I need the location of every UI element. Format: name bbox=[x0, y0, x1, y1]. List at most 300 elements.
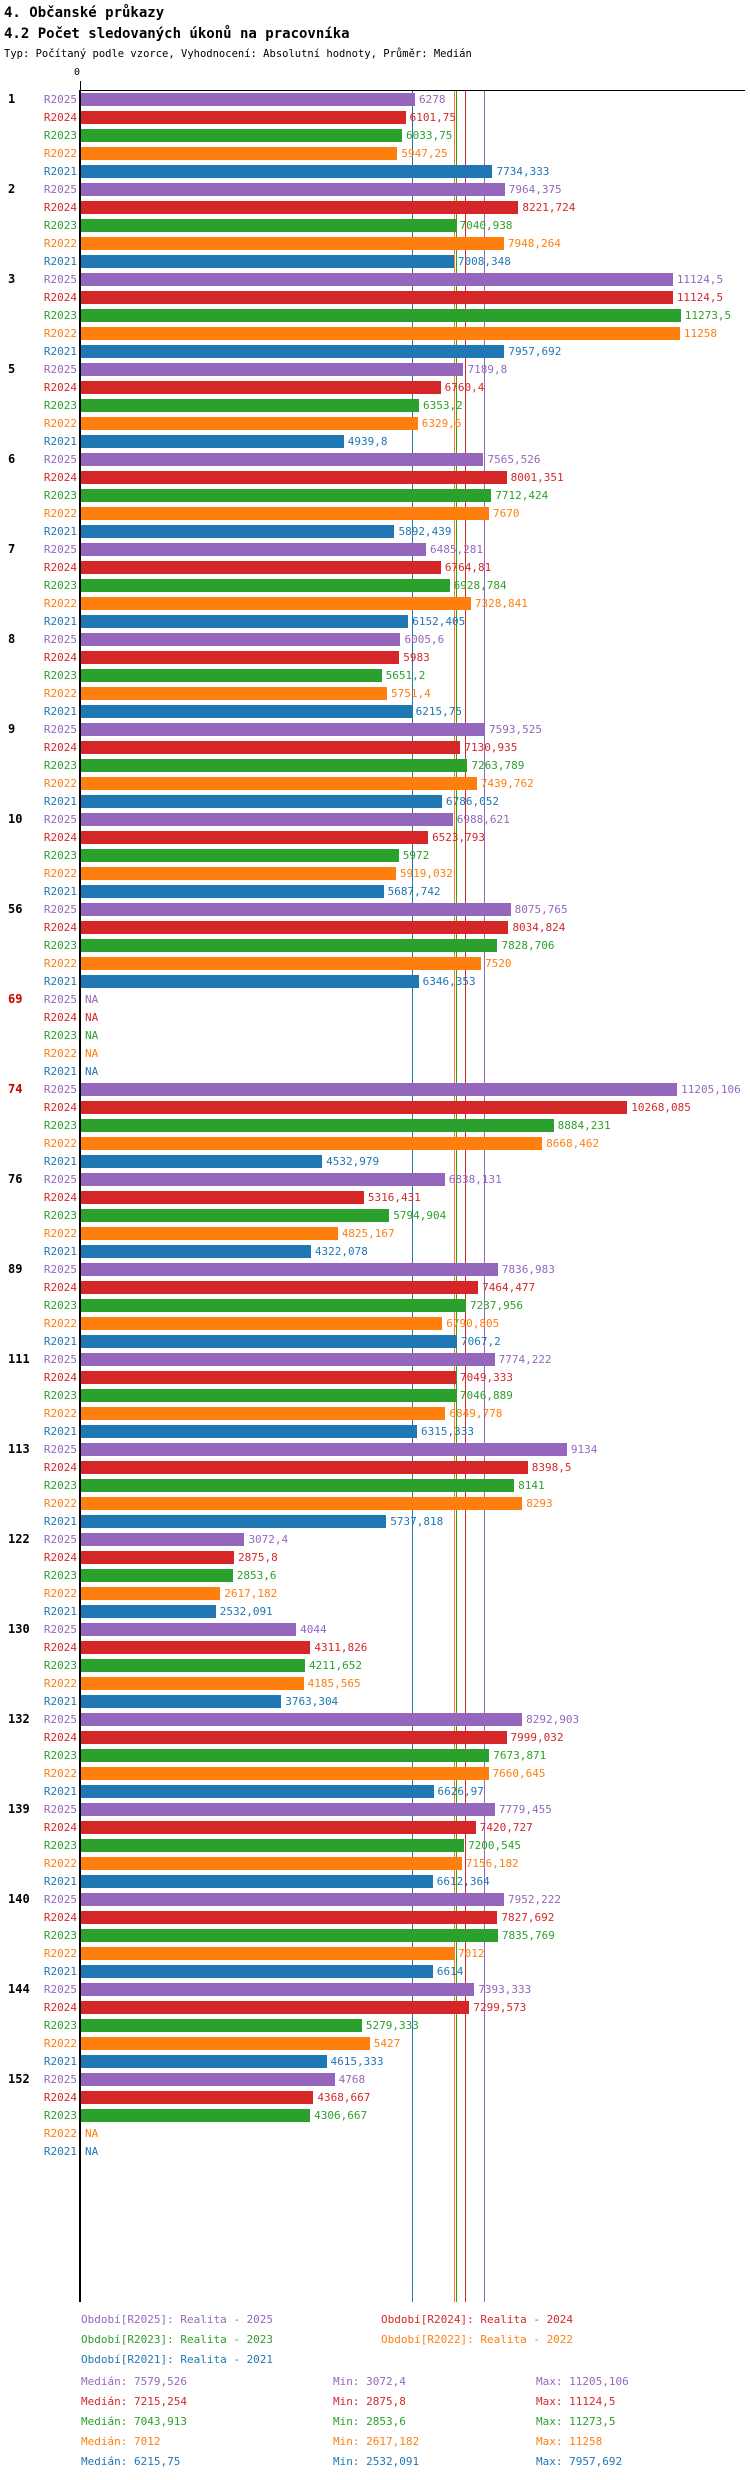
bar-value-label: 6614 bbox=[436, 1965, 464, 1978]
series-label-R2021: R2021 bbox=[43, 2145, 77, 2158]
bar-row bbox=[0, 1731, 750, 1744]
bar-row bbox=[0, 1803, 750, 1816]
series-label-R2022: R2022 bbox=[43, 2127, 77, 2140]
series-label-R2021: R2021 bbox=[43, 435, 77, 448]
bar-value-label: 11273,5 bbox=[684, 309, 732, 322]
bar-row bbox=[0, 1209, 750, 1222]
series-label-R2022: R2022 bbox=[43, 1857, 77, 1870]
bar-value-label: 5947,25 bbox=[401, 147, 448, 160]
bar-row bbox=[0, 1911, 750, 1924]
bar-R2024 bbox=[81, 741, 460, 754]
bar-chart bbox=[0, 67, 750, 2310]
bar-R2025 bbox=[81, 1623, 296, 1636]
bar-value-label: NA bbox=[85, 1011, 99, 1024]
bar-value-label: 4311,826 bbox=[314, 1641, 368, 1654]
bar-R2023 bbox=[81, 669, 382, 682]
group-label: 152 bbox=[8, 2072, 30, 2086]
bar-value-label: 4939,8 bbox=[347, 435, 388, 448]
series-label-R2021: R2021 bbox=[43, 1965, 77, 1978]
bar-row bbox=[0, 1371, 750, 1384]
series-label-R2025: R2025 bbox=[43, 273, 77, 286]
bar-value-label: 7008,348 bbox=[457, 255, 511, 268]
bar-value-label: 6760,4 bbox=[444, 381, 485, 394]
bar-R2025 bbox=[81, 453, 483, 466]
bar-R2022 bbox=[81, 777, 477, 790]
bar-R2023 bbox=[81, 399, 419, 412]
bar-row bbox=[0, 219, 750, 232]
group-label: 10 bbox=[8, 812, 23, 826]
bar-row bbox=[0, 1713, 750, 1726]
bar-R2025 bbox=[81, 1353, 495, 1366]
bar-row bbox=[0, 1605, 750, 1618]
bar-row bbox=[0, 291, 750, 304]
series-label-R2024: R2024 bbox=[43, 921, 77, 934]
bar-R2023 bbox=[81, 309, 681, 322]
bar-row bbox=[0, 2055, 750, 2068]
axis-zero-tick bbox=[80, 81, 81, 90]
bar-R2023 bbox=[81, 1389, 456, 1402]
bar-R2023 bbox=[81, 849, 399, 862]
bar-value-label: 6928,784 bbox=[453, 579, 507, 592]
bar-value-label: 7948,264 bbox=[507, 237, 561, 250]
bar-value-label: 7827,692 bbox=[501, 1911, 555, 1924]
series-label-R2023: R2023 bbox=[43, 1929, 77, 1942]
bar-group-111 bbox=[0, 1353, 750, 1438]
bar-row bbox=[0, 363, 750, 376]
bar-value-label: 5983 bbox=[403, 651, 430, 664]
bar-value-label: 2617,182 bbox=[224, 1587, 278, 1600]
bar-row bbox=[0, 921, 750, 934]
bar-row bbox=[0, 1299, 750, 1312]
series-label-R2025: R2025 bbox=[43, 93, 77, 106]
bar-value-label: 5737,818 bbox=[390, 1515, 444, 1528]
bar-R2023 bbox=[81, 1659, 305, 1672]
bar-R2022 bbox=[81, 867, 396, 880]
bar-R2022 bbox=[81, 507, 489, 520]
bar-R2024 bbox=[81, 1101, 627, 1114]
bar-row bbox=[0, 759, 750, 772]
bar-value-label: NA bbox=[85, 2127, 99, 2140]
series-label-R2024: R2024 bbox=[43, 1641, 77, 1654]
bar-value-label: 4532,979 bbox=[326, 1155, 380, 1168]
stat-row-R2021 bbox=[0, 2452, 750, 2472]
bar-R2021 bbox=[81, 1785, 434, 1798]
bar-row bbox=[0, 975, 750, 988]
series-label-R2024: R2024 bbox=[43, 1191, 77, 1204]
bar-value-label: 2875,8 bbox=[237, 1551, 278, 1564]
bar-value-label: 4306,667 bbox=[314, 2109, 368, 2122]
bar-value-label: 7393,333 bbox=[478, 1983, 532, 1996]
bar-row bbox=[0, 201, 750, 214]
bar-value-label: 7660,645 bbox=[492, 1767, 546, 1780]
bar-value-label: 8398,5 bbox=[531, 1461, 572, 1474]
bar-row bbox=[0, 1137, 750, 1150]
series-label-R2025: R2025 bbox=[43, 1893, 77, 1906]
series-label-R2021: R2021 bbox=[43, 975, 77, 988]
bar-R2024 bbox=[81, 1641, 310, 1654]
bar-row bbox=[0, 1425, 750, 1438]
bar-value-label: 6152,405 bbox=[412, 615, 466, 628]
bar-row bbox=[0, 633, 750, 646]
series-label-R2024: R2024 bbox=[43, 381, 77, 394]
bar-R2025 bbox=[81, 273, 673, 286]
bar-value-label: NA bbox=[85, 993, 99, 1006]
bar-R2025 bbox=[81, 93, 415, 106]
bar-row bbox=[0, 903, 750, 916]
chart-title: 4.2 Počet sledovaných úkonů na pracovníka bbox=[4, 26, 350, 42]
bar-R2022 bbox=[81, 1227, 338, 1240]
bar-row bbox=[0, 1623, 750, 1636]
stat-median: Medián: 7043,913 bbox=[81, 2415, 187, 2428]
series-label-R2024: R2024 bbox=[43, 1371, 77, 1384]
series-label-R2025: R2025 bbox=[43, 2073, 77, 2086]
group-label: 89 bbox=[8, 1262, 23, 1276]
bar-value-label: 4185,565 bbox=[307, 1677, 361, 1690]
bar-group-130 bbox=[0, 1623, 750, 1708]
bar-value-label: 7779,455 bbox=[498, 1803, 552, 1816]
group-label: 76 bbox=[8, 1172, 23, 1186]
bar-row bbox=[0, 489, 750, 502]
series-label-R2024: R2024 bbox=[43, 471, 77, 484]
bar-R2024 bbox=[81, 1281, 478, 1294]
bar-group-69 bbox=[0, 993, 750, 1078]
bar-value-label: 7734,333 bbox=[496, 165, 550, 178]
bar-row bbox=[0, 255, 750, 268]
bar-row bbox=[0, 1857, 750, 1870]
bar-R2023 bbox=[81, 579, 450, 592]
stat-max: Max: 11205,106 bbox=[536, 2375, 629, 2388]
legend-item-R2024: Období[R2024]: Realita - 2024 bbox=[381, 2313, 574, 2326]
series-label-R2022: R2022 bbox=[43, 507, 77, 520]
bar-value-label: 6626,97 bbox=[437, 1785, 484, 1798]
bar-row bbox=[0, 399, 750, 412]
chart-meta: Typ: Počítaný podle vzorce, Vyhodnocení: Absolutní hodnoty, Průměr: Medián bbox=[4, 48, 472, 60]
group-label: 74 bbox=[8, 1082, 23, 1096]
series-label-R2023: R2023 bbox=[43, 1299, 77, 1312]
bar-R2022 bbox=[81, 417, 418, 430]
series-label-R2022: R2022 bbox=[43, 1677, 77, 1690]
bar-value-label: 7237,956 bbox=[470, 1299, 524, 1312]
bar-R2024 bbox=[81, 921, 508, 934]
bar-row bbox=[0, 129, 750, 142]
group-label: 144 bbox=[8, 1982, 30, 1996]
bar-R2024 bbox=[81, 1371, 456, 1384]
bar-value-label: NA bbox=[85, 1029, 99, 1042]
bar-R2022 bbox=[81, 1767, 489, 1780]
bar-row bbox=[0, 2073, 750, 2086]
bar-value-label: 7067,2 bbox=[460, 1335, 501, 1348]
bar-group-1 bbox=[0, 93, 750, 178]
series-label-R2023: R2023 bbox=[43, 1209, 77, 1222]
bar-value-label: 11258 bbox=[683, 327, 718, 340]
bar-row bbox=[0, 543, 750, 556]
bar-value-label: 2853,6 bbox=[236, 1569, 277, 1582]
bar-value-label: 10268,085 bbox=[631, 1101, 691, 1114]
bar-R2024 bbox=[81, 1551, 234, 1564]
bar-value-label: 7828,706 bbox=[501, 939, 555, 952]
bar-R2021 bbox=[81, 435, 344, 448]
bar-row bbox=[0, 1191, 750, 1204]
bar-R2022 bbox=[81, 327, 680, 340]
bar-value-label: 7189,8 bbox=[467, 363, 508, 376]
bar-value-label: 7964,375 bbox=[508, 183, 562, 196]
bar-group-74 bbox=[0, 1083, 750, 1168]
bar-value-label: 7835,769 bbox=[501, 1929, 555, 1942]
group-label: 5 bbox=[8, 362, 16, 376]
bar-group-139 bbox=[0, 1803, 750, 1888]
group-label: 113 bbox=[8, 1442, 30, 1456]
series-label-R2023: R2023 bbox=[43, 939, 77, 952]
series-label-R2025: R2025 bbox=[43, 1533, 77, 1546]
series-label-R2021: R2021 bbox=[43, 795, 77, 808]
bar-value-label: 5919,032 bbox=[399, 867, 453, 880]
bar-row bbox=[0, 1551, 750, 1564]
bar-value-label: 9134 bbox=[570, 1443, 598, 1456]
series-label-R2022: R2022 bbox=[43, 2037, 77, 2050]
series-label-R2023: R2023 bbox=[43, 1479, 77, 1492]
stat-min: Min: 2532,091 bbox=[333, 2455, 420, 2468]
bar-row bbox=[0, 1245, 750, 1258]
bar-row bbox=[0, 1173, 750, 1186]
series-label-R2023: R2023 bbox=[43, 1119, 77, 1132]
bar-R2021 bbox=[81, 525, 394, 538]
bar-R2021 bbox=[81, 1335, 457, 1348]
bar-row bbox=[0, 885, 750, 898]
bar-R2023 bbox=[81, 129, 402, 142]
bar-row bbox=[0, 1317, 750, 1330]
bar-R2025 bbox=[81, 1173, 445, 1186]
bar-value-label: 7670 bbox=[493, 507, 520, 520]
bar-value-label: NA bbox=[85, 1065, 99, 1078]
bar-R2023 bbox=[81, 1839, 464, 1852]
bar-group-2 bbox=[0, 183, 750, 268]
stat-row-R2024 bbox=[0, 2392, 750, 2412]
bar-R2023 bbox=[81, 1299, 466, 1312]
bar-row bbox=[0, 1083, 750, 1096]
bar-row bbox=[0, 309, 750, 322]
bar-value-label: 6790,805 bbox=[446, 1317, 500, 1330]
bar-R2023 bbox=[81, 1209, 389, 1222]
bar-R2023 bbox=[81, 759, 467, 772]
series-label-R2022: R2022 bbox=[43, 417, 77, 430]
bar-row bbox=[0, 561, 750, 574]
series-label-R2024: R2024 bbox=[43, 2001, 77, 2014]
bar-R2022 bbox=[81, 1407, 445, 1420]
bar-R2025 bbox=[81, 1533, 244, 1546]
axis-zero-label: 0 bbox=[74, 67, 81, 78]
bar-R2022 bbox=[81, 237, 504, 250]
bar-R2024 bbox=[81, 1911, 497, 1924]
bar-row bbox=[0, 453, 750, 466]
bar-row bbox=[0, 777, 750, 790]
bar-row bbox=[0, 1335, 750, 1348]
bar-value-label: 8292,903 bbox=[526, 1713, 580, 1726]
bar-row bbox=[0, 2145, 750, 2158]
bar-value-label: 7130,935 bbox=[464, 741, 518, 754]
stat-max: Max: 7957,692 bbox=[536, 2455, 623, 2468]
bar-row bbox=[0, 579, 750, 592]
bar-row bbox=[0, 1893, 750, 1906]
group-label: 2 bbox=[8, 182, 16, 196]
series-label-R2022: R2022 bbox=[43, 777, 77, 790]
series-label-R2025: R2025 bbox=[43, 1353, 77, 1366]
bar-value-label: 4211,652 bbox=[309, 1659, 363, 1672]
bar-R2021 bbox=[81, 615, 408, 628]
legend-item-R2022: Období[R2022]: Realita - 2022 bbox=[381, 2333, 574, 2346]
series-label-R2023: R2023 bbox=[43, 489, 77, 502]
bar-group-76 bbox=[0, 1173, 750, 1258]
bar-R2021 bbox=[81, 1425, 417, 1438]
bar-group-152 bbox=[0, 2073, 750, 2158]
group-label: 111 bbox=[8, 1352, 30, 1366]
bar-group-89 bbox=[0, 1263, 750, 1348]
bar-value-label: 6612,364 bbox=[436, 1875, 490, 1888]
bar-row bbox=[0, 669, 750, 682]
bar-group-122 bbox=[0, 1533, 750, 1618]
bar-row bbox=[0, 1407, 750, 1420]
bar-value-label: 7593,525 bbox=[488, 723, 542, 736]
bar-R2021 bbox=[81, 1605, 216, 1618]
series-label-R2024: R2024 bbox=[43, 1461, 77, 1474]
bar-value-label: 3763,304 bbox=[285, 1695, 339, 1708]
group-label: 7 bbox=[8, 542, 16, 556]
series-label-R2021: R2021 bbox=[43, 1065, 77, 1078]
bar-value-label: 7836,983 bbox=[501, 1263, 555, 1276]
series-label-R2021: R2021 bbox=[43, 615, 77, 628]
bar-R2022 bbox=[81, 1587, 220, 1600]
bar-R2025 bbox=[81, 903, 511, 916]
bar-R2023 bbox=[81, 1749, 489, 1762]
bar-value-label: 6988,621 bbox=[456, 813, 510, 826]
legend-item-R2025: Období[R2025]: Realita - 2025 bbox=[81, 2313, 274, 2326]
bar-value-label: 11205,106 bbox=[681, 1083, 741, 1096]
bar-R2022 bbox=[81, 147, 397, 160]
bar-value-label: 7046,889 bbox=[459, 1389, 513, 1402]
series-label-R2023: R2023 bbox=[43, 579, 77, 592]
bar-row bbox=[0, 2109, 750, 2122]
bar-value-label: 7263,789 bbox=[471, 759, 525, 772]
bar-R2021 bbox=[81, 1965, 433, 1978]
legend-column-1 bbox=[81, 2310, 273, 2370]
series-label-R2023: R2023 bbox=[43, 399, 77, 412]
bar-row bbox=[0, 1353, 750, 1366]
group-label: 132 bbox=[8, 1712, 30, 1726]
group-label: 8 bbox=[8, 632, 16, 646]
group-label: 139 bbox=[8, 1802, 30, 1816]
series-label-R2023: R2023 bbox=[43, 2109, 77, 2122]
bar-R2023 bbox=[81, 489, 491, 502]
bar-row bbox=[0, 1929, 750, 1942]
bar-value-label: 5651,2 bbox=[385, 669, 426, 682]
bar-value-label: 6315,333 bbox=[420, 1425, 474, 1438]
bar-row bbox=[0, 813, 750, 826]
bar-R2021 bbox=[81, 1875, 433, 1888]
bar-value-label: 8141 bbox=[518, 1479, 545, 1492]
bar-R2021 bbox=[81, 2055, 327, 2068]
bar-value-label: 4368,667 bbox=[317, 2091, 371, 2104]
bar-value-label: 7565,526 bbox=[487, 453, 541, 466]
bar-R2021 bbox=[81, 885, 384, 898]
bar-row bbox=[0, 651, 750, 664]
series-label-R2022: R2022 bbox=[43, 1047, 77, 1060]
series-label-R2025: R2025 bbox=[43, 723, 77, 736]
bar-value-label: 3072,4 bbox=[248, 1533, 289, 1546]
bar-value-label: 7957,692 bbox=[508, 345, 562, 358]
series-label-R2022: R2022 bbox=[43, 237, 77, 250]
series-label-R2024: R2024 bbox=[43, 831, 77, 844]
bar-R2023 bbox=[81, 1929, 498, 1942]
group-label: 56 bbox=[8, 902, 23, 916]
series-label-R2025: R2025 bbox=[43, 543, 77, 556]
series-label-R2023: R2023 bbox=[43, 1389, 77, 1402]
series-label-R2022: R2022 bbox=[43, 867, 77, 880]
bar-value-label: 6786,052 bbox=[446, 795, 499, 808]
bar-row bbox=[0, 597, 750, 610]
series-label-R2025: R2025 bbox=[43, 453, 77, 466]
group-label: 140 bbox=[8, 1892, 30, 1906]
bar-R2021 bbox=[81, 165, 492, 178]
bar-R2023 bbox=[81, 2109, 310, 2122]
bar-value-label: 8221,724 bbox=[522, 201, 576, 214]
bar-value-label: 6764,81 bbox=[444, 561, 492, 574]
series-label-R2024: R2024 bbox=[43, 1101, 77, 1114]
bar-value-label: 8884,231 bbox=[557, 1119, 611, 1132]
series-label-R2021: R2021 bbox=[43, 1155, 77, 1168]
bar-R2025 bbox=[81, 363, 463, 376]
series-label-R2021: R2021 bbox=[43, 1605, 77, 1618]
bar-row bbox=[0, 993, 750, 1006]
series-label-R2025: R2025 bbox=[43, 633, 77, 646]
bar-R2022 bbox=[81, 2037, 370, 2050]
bar-row bbox=[0, 1515, 750, 1528]
series-label-R2021: R2021 bbox=[43, 2055, 77, 2068]
bar-row bbox=[0, 1011, 750, 1024]
bar-value-label: 7439,762 bbox=[480, 777, 534, 790]
series-label-R2025: R2025 bbox=[43, 183, 77, 196]
bar-row bbox=[0, 1029, 750, 1042]
bar-value-label: 7673,871 bbox=[493, 1749, 547, 1762]
bar-value-label: NA bbox=[85, 2145, 99, 2158]
bar-R2022 bbox=[81, 1857, 462, 1870]
series-label-R2024: R2024 bbox=[43, 1911, 77, 1924]
bar-value-label: 5316,431 bbox=[367, 1191, 421, 1204]
bar-R2024 bbox=[81, 561, 441, 574]
bar-R2025 bbox=[81, 183, 505, 196]
stat-median: Medián: 7215,254 bbox=[81, 2395, 187, 2408]
series-label-R2024: R2024 bbox=[43, 1551, 77, 1564]
bar-value-label: 8034,824 bbox=[512, 921, 566, 934]
bar-R2025 bbox=[81, 1893, 504, 1906]
bar-row bbox=[0, 1461, 750, 1474]
bar-R2025 bbox=[81, 813, 453, 826]
bar-R2021 bbox=[81, 255, 454, 268]
stats-block bbox=[0, 2372, 750, 2472]
bar-value-label: 7420,727 bbox=[479, 1821, 533, 1834]
series-label-R2024: R2024 bbox=[43, 111, 77, 124]
bar-value-label: 2532,091 bbox=[219, 1605, 273, 1618]
bar-value-label: 6329,6 bbox=[421, 417, 462, 430]
bar-row bbox=[0, 2019, 750, 2032]
bar-row bbox=[0, 471, 750, 484]
bar-row bbox=[0, 183, 750, 196]
bar-value-label: 6033,75 bbox=[405, 129, 453, 142]
bar-R2025 bbox=[81, 1803, 495, 1816]
group-label: 122 bbox=[8, 1532, 30, 1546]
bar-value-label: 6101,75 bbox=[409, 111, 456, 124]
series-label-R2025: R2025 bbox=[43, 1083, 77, 1096]
bar-row bbox=[0, 1983, 750, 1996]
bar-value-label: 7520 bbox=[485, 957, 512, 970]
